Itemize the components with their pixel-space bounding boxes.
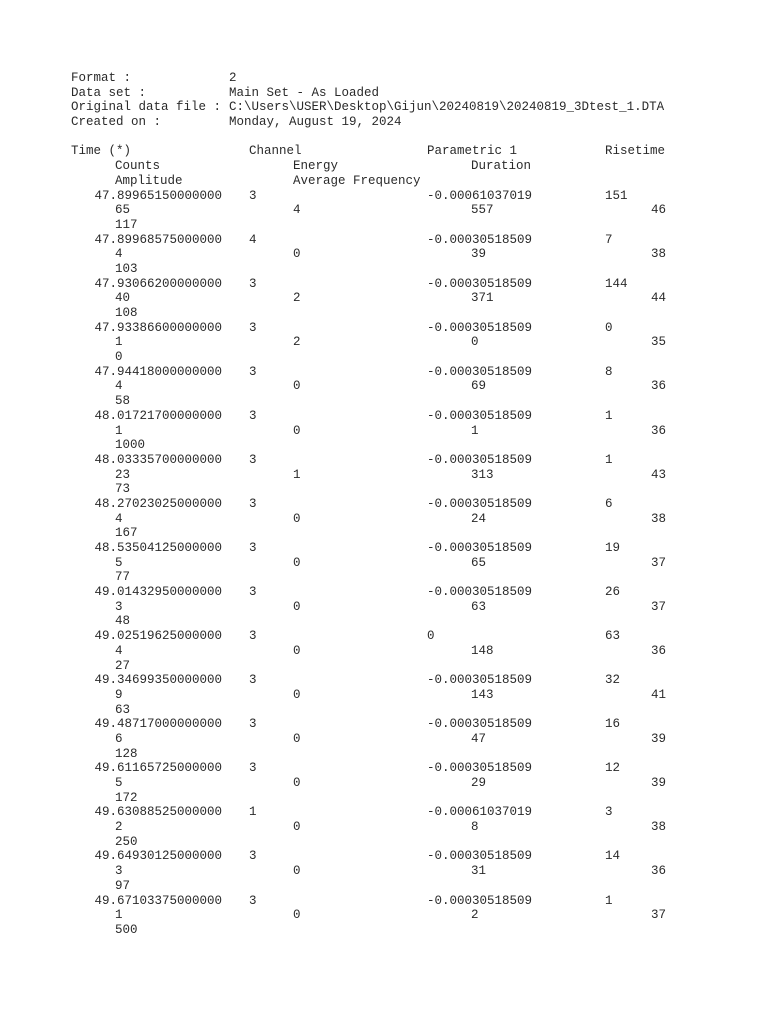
record-channel: 1 (249, 805, 257, 820)
record-counts: 23 (115, 467, 131, 482)
record-line-3 (71, 878, 131, 894)
record-parametric: -0.00030518509 (427, 232, 533, 247)
record-counts: 5 (115, 555, 123, 570)
record-energy: 0 (293, 776, 301, 790)
record-risetime: 1 (605, 893, 613, 908)
meta-created-on (71, 115, 402, 130)
record-line-2 (71, 203, 666, 218)
record-parametric: -0.00030518509 (427, 541, 533, 555)
record-line-1 (71, 893, 613, 909)
record-line-2 (71, 247, 666, 262)
record-line-3 (71, 438, 146, 453)
record-average-frequency: 97 (115, 878, 131, 893)
meta-original-file (71, 100, 665, 115)
record-duration: 63 (471, 599, 487, 614)
record-amplitude: 36 (650, 423, 666, 438)
record-counts: 2 (115, 820, 123, 835)
header-counts: Counts (115, 159, 161, 174)
record-time: 49.02519625000000 (94, 629, 222, 644)
record-line-1 (71, 805, 613, 820)
record-parametric: -0.00061037019 (427, 188, 533, 203)
record-amplitude: 38 (650, 247, 666, 262)
record-counts: 1 (115, 335, 123, 350)
record-line-1 (71, 673, 621, 688)
record-line-3 (71, 834, 138, 850)
record-channel: 3 (249, 452, 257, 467)
record-counts: 4 (115, 643, 123, 658)
record-channel: 3 (249, 408, 257, 423)
meta-value: Main Set - As Loaded (229, 85, 380, 100)
record-time: 48.03335700000000 (94, 452, 222, 467)
record-channel: 3 (249, 364, 257, 379)
data-record (71, 629, 666, 673)
record-channel: 3 (249, 188, 257, 203)
record-line-3 (71, 702, 131, 718)
data-record (71, 408, 666, 453)
record-line-1 (71, 585, 621, 600)
record-line-3 (71, 746, 138, 762)
record-average-frequency: 172 (115, 790, 138, 805)
record-risetime: 32 (605, 673, 621, 688)
record-energy: 4 (293, 203, 301, 218)
meta-value: C:\Users\USER\Desktop\Gijun\20240819\20240819_3Dtest_1.DTA (229, 100, 665, 115)
record-risetime: 8 (605, 364, 613, 379)
record-average-frequency: 48 (115, 614, 131, 629)
record-risetime: 16 (605, 717, 621, 732)
record-line-3 (71, 922, 138, 938)
record-energy: 2 (293, 335, 301, 350)
record-parametric: -0.00030518509 (427, 849, 533, 864)
record-energy: 1 (293, 467, 301, 482)
record-duration: 39 (471, 247, 487, 262)
record-energy: 0 (293, 908, 301, 923)
record-line-3 (71, 306, 138, 321)
record-channel: 3 (249, 276, 257, 291)
record-duration: 371 (471, 291, 494, 306)
record-time: 49.61165725000000 (94, 761, 222, 776)
record-line-3 (71, 482, 131, 497)
record-duration: 143 (471, 687, 494, 702)
record-amplitude: 35 (650, 335, 666, 350)
record-time: 49.48717000000000 (94, 717, 222, 732)
record-counts: 5 (115, 776, 123, 790)
record-parametric: -0.00030518509 (427, 408, 533, 423)
record-duration: 29 (471, 776, 487, 790)
record-time: 48.01721700000000 (94, 408, 222, 423)
record-average-frequency: 500 (115, 922, 138, 937)
record-line-2 (71, 335, 666, 350)
record-average-frequency: 73 (115, 482, 131, 497)
record-time: 48.27023025000000 (94, 496, 222, 511)
record-line-1 (71, 188, 628, 204)
record-average-frequency: 27 (115, 658, 131, 673)
record-amplitude: 39 (650, 731, 666, 746)
record-line-3 (71, 217, 138, 233)
header-time: Time (*) (71, 144, 132, 159)
record-line-1 (71, 717, 621, 732)
record-parametric: -0.00061037019 (427, 805, 533, 820)
record-energy: 0 (293, 864, 301, 879)
record-line-2 (71, 908, 666, 923)
data-record (71, 276, 666, 321)
meta-label: Created on : (71, 115, 162, 130)
record-amplitude: 39 (650, 776, 666, 790)
record-line-2 (71, 776, 666, 791)
record-energy: 0 (293, 599, 301, 614)
record-amplitude: 36 (650, 643, 666, 658)
record-average-frequency: 117 (115, 217, 138, 232)
header-duration: Duration (471, 159, 532, 174)
record-line-1 (71, 496, 613, 512)
records-list (71, 188, 666, 938)
record-average-frequency: 63 (115, 702, 131, 717)
record-risetime: 1 (605, 452, 613, 467)
record-time: 49.01432950000000 (94, 585, 222, 600)
metadata-block (71, 71, 665, 130)
record-channel: 3 (249, 893, 257, 908)
record-line-2 (71, 820, 666, 835)
record-amplitude: 38 (650, 820, 666, 835)
record-amplitude: 38 (650, 511, 666, 526)
record-energy: 2 (293, 291, 301, 306)
record-time: 47.94418000000000 (94, 364, 222, 379)
record-channel: 3 (249, 849, 257, 864)
header-line-3 (71, 173, 421, 189)
data-record (71, 364, 666, 409)
meta-label: Original data file : (71, 100, 222, 115)
record-energy: 0 (293, 687, 301, 702)
record-channel: 3 (249, 761, 257, 776)
data-record (71, 761, 666, 805)
header-channel: Channel (249, 144, 302, 159)
header-average-frequency: Average Frequency (293, 173, 421, 188)
meta-label: Data set : (71, 85, 147, 100)
record-duration: 0 (471, 335, 479, 350)
record-channel: 3 (249, 717, 257, 732)
record-amplitude: 36 (650, 379, 666, 394)
record-parametric: -0.00030518509 (427, 893, 533, 908)
record-duration: 47 (471, 731, 487, 746)
record-average-frequency: 167 (115, 526, 138, 541)
record-counts: 6 (115, 731, 123, 746)
record-parametric: 0 (427, 629, 435, 644)
data-record (71, 585, 666, 629)
data-record (71, 849, 666, 893)
record-line-2 (71, 423, 666, 439)
record-duration: 1 (471, 423, 479, 438)
record-risetime: 6 (605, 496, 613, 511)
record-counts: 1 (115, 423, 123, 438)
record-line-2 (71, 379, 666, 394)
record-line-2 (71, 467, 666, 483)
record-parametric: -0.00030518509 (427, 496, 533, 511)
record-line-2 (71, 599, 666, 615)
record-time: 49.64930125000000 (94, 849, 222, 864)
record-risetime: 19 (605, 541, 621, 555)
record-channel: 3 (249, 320, 257, 335)
data-record (71, 673, 666, 717)
record-risetime: 63 (605, 629, 621, 644)
data-record (71, 717, 666, 761)
record-energy: 0 (293, 247, 301, 262)
record-amplitude: 46 (650, 203, 666, 218)
record-counts: 3 (115, 599, 123, 614)
record-counts: 4 (115, 247, 123, 262)
record-counts: 4 (115, 511, 123, 526)
record-line-1 (71, 849, 621, 864)
record-duration: 31 (471, 864, 487, 879)
record-average-frequency: 128 (115, 746, 138, 761)
data-record (71, 188, 666, 233)
record-duration: 313 (471, 467, 494, 482)
record-line-1 (71, 761, 621, 776)
record-line-2 (71, 291, 666, 306)
record-line-1 (71, 629, 621, 644)
record-channel: 3 (249, 496, 257, 511)
record-line-3 (71, 350, 123, 365)
meta-value: Monday, August 19, 2024 (229, 115, 402, 130)
record-amplitude: 37 (650, 555, 666, 570)
record-energy: 0 (293, 379, 301, 394)
header-parametric: Parametric 1 (427, 144, 518, 159)
record-risetime: 26 (605, 585, 621, 600)
header-amplitude: Amplitude (115, 173, 183, 188)
data-record (71, 893, 666, 938)
record-parametric: -0.00030518509 (427, 761, 533, 776)
record-energy: 0 (293, 731, 301, 746)
meta-value: 2 (229, 71, 237, 85)
record-time: 49.67103375000000 (94, 893, 222, 908)
record-duration: 557 (471, 203, 494, 218)
data-record (71, 541, 666, 585)
record-line-1 (71, 276, 628, 292)
meta-label: Format : (71, 71, 132, 85)
column-headers (71, 144, 666, 188)
record-line-2 (71, 643, 666, 659)
record-energy: 0 (293, 555, 301, 570)
data-record (71, 232, 666, 277)
record-amplitude: 37 (650, 599, 666, 614)
record-counts: 4 (115, 379, 123, 394)
record-risetime: 0 (605, 320, 613, 335)
record-line-1 (71, 320, 613, 336)
record-line-3 (71, 261, 138, 277)
record-risetime: 7 (605, 232, 613, 247)
record-average-frequency: 108 (115, 306, 138, 320)
data-record (71, 805, 666, 849)
meta-format (71, 71, 237, 86)
record-risetime: 1 (605, 408, 613, 423)
record-average-frequency: 77 (115, 570, 131, 585)
record-parametric: -0.00030518509 (427, 585, 533, 600)
record-channel: 3 (249, 673, 257, 688)
record-channel: 4 (249, 232, 257, 247)
record-risetime: 12 (605, 761, 621, 776)
data-record (71, 320, 666, 365)
record-duration: 69 (471, 379, 487, 394)
record-duration: 8 (471, 820, 479, 835)
record-amplitude: 37 (650, 908, 666, 923)
record-line-2 (71, 731, 666, 747)
record-time: 48.53504125000000 (94, 541, 222, 555)
header-line-2 (71, 159, 532, 174)
record-counts: 40 (115, 291, 131, 306)
record-time: 49.63088525000000 (94, 805, 222, 820)
record-duration: 2 (471, 908, 479, 923)
record-line-1 (71, 541, 621, 556)
record-average-frequency: 58 (115, 394, 131, 409)
record-energy: 0 (293, 511, 301, 526)
record-channel: 3 (249, 585, 257, 600)
record-amplitude: 36 (650, 864, 666, 879)
header-line-1 (71, 144, 666, 159)
record-parametric: -0.00030518509 (427, 276, 533, 291)
record-risetime: 14 (605, 849, 621, 864)
header-risetime: Risetime (605, 144, 666, 159)
record-energy: 0 (293, 643, 301, 658)
header-energy: Energy (293, 159, 339, 174)
record-line-3 (71, 394, 131, 409)
record-risetime: 3 (605, 805, 613, 820)
record-average-frequency: 103 (115, 261, 138, 276)
data-record (71, 496, 666, 541)
record-line-1 (71, 364, 613, 380)
record-parametric: -0.00030518509 (427, 452, 533, 467)
record-parametric: -0.00030518509 (427, 320, 533, 335)
record-duration: 24 (471, 511, 487, 526)
record-time: 47.93386600000000 (94, 320, 222, 335)
record-time: 49.34699350000000 (94, 673, 222, 688)
data-listing (71, 71, 666, 938)
record-parametric: -0.00030518509 (427, 364, 533, 379)
record-line-1 (71, 452, 613, 468)
record-counts: 3 (115, 864, 123, 879)
record-parametric: -0.00030518509 (427, 673, 533, 688)
record-duration: 148 (471, 643, 494, 658)
record-line-2 (71, 555, 666, 571)
record-risetime: 151 (605, 188, 628, 203)
record-time: 47.93066200000000 (94, 276, 222, 291)
record-average-frequency: 250 (115, 834, 138, 849)
record-channel: 3 (249, 541, 257, 555)
record-line-2 (71, 511, 666, 527)
meta-data-set (71, 85, 380, 101)
record-line-1 (71, 232, 613, 248)
record-line-3 (71, 790, 138, 806)
record-counts: 9 (115, 687, 123, 702)
record-risetime: 144 (605, 276, 628, 291)
record-duration: 65 (471, 555, 487, 570)
record-channel: 3 (249, 629, 257, 644)
record-line-3 (71, 614, 131, 629)
record-line-2 (71, 687, 666, 703)
record-amplitude: 43 (650, 467, 666, 482)
record-time: 47.89968575000000 (94, 232, 222, 247)
record-line-3 (71, 570, 131, 585)
record-line-3 (71, 658, 131, 674)
record-amplitude: 44 (650, 291, 666, 306)
record-line-3 (71, 526, 138, 541)
record-parametric: -0.00030518509 (427, 717, 533, 732)
record-line-1 (71, 408, 613, 424)
record-line-2 (71, 864, 666, 879)
record-average-frequency: 1000 (115, 438, 146, 453)
record-energy: 0 (293, 423, 301, 438)
record-energy: 0 (293, 820, 301, 835)
record-average-frequency: 0 (115, 350, 123, 365)
record-amplitude: 41 (650, 687, 666, 702)
record-counts: 1 (115, 908, 123, 923)
data-record (71, 452, 666, 497)
record-time: 47.89965150000000 (94, 188, 222, 203)
record-counts: 65 (115, 203, 131, 218)
